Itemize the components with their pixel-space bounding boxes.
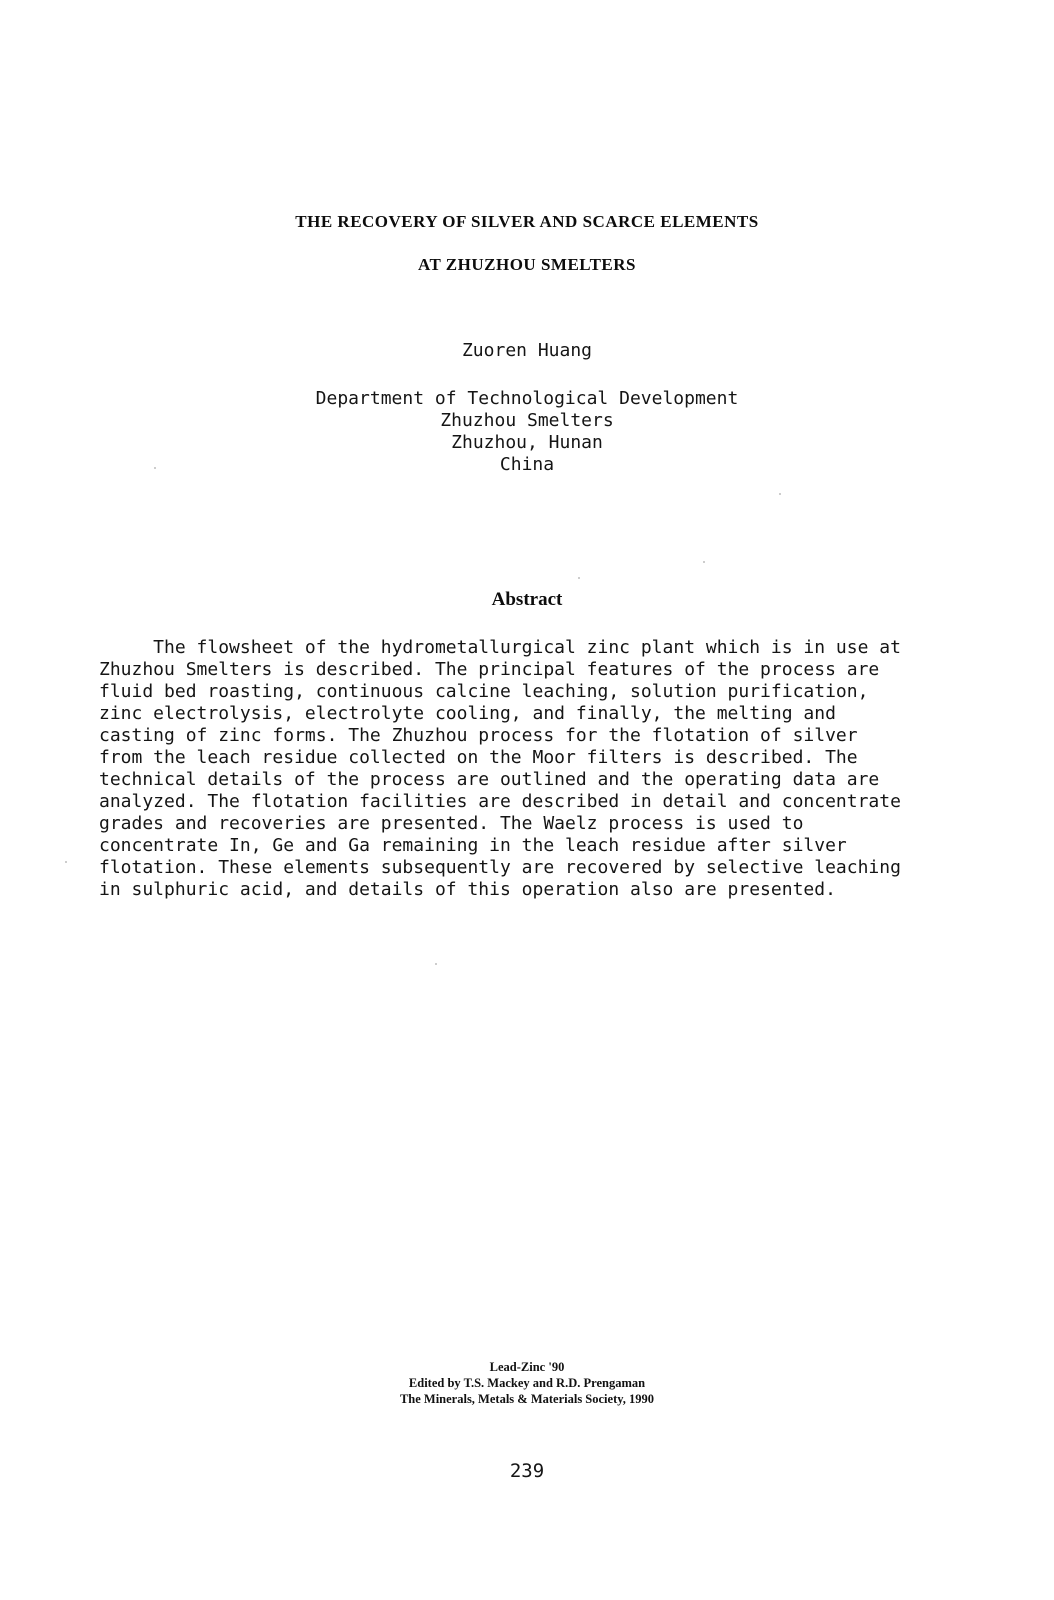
footer-line: Edited by T.S. Mackey and R.D. Prengaman [408, 1376, 646, 1390]
abstract-line: casting of zinc forms. The Zhuzhou process for the flotation of silver [99, 725, 858, 746]
author-block [0, 340, 1054, 361]
abstract-line: concentrate In, Ge and Ga remaining in the leach residue after silver [99, 835, 847, 856]
scan-speck [703, 561, 705, 563]
footer-line: Lead-Zinc '90 [489, 1360, 565, 1374]
author-name: Zuoren Huang [461, 340, 593, 361]
affiliation-block [0, 388, 1054, 476]
abstract-line: from the leach residue collected on the Moor filters is described. The [99, 747, 858, 768]
scan-speck [779, 493, 781, 495]
scan-speck [65, 861, 67, 863]
abstract-line: The flowsheet of the hydrometallurgical zinc plant which is in use at [99, 637, 901, 658]
publication-footer [0, 1359, 1054, 1407]
abstract-line: grades and recoveries are presented. The Waelz process is used to [99, 813, 804, 834]
scan-speck [435, 963, 437, 965]
abstract-line: analyzed. The flotation facilities are described in detail and concentrate [99, 791, 901, 812]
abstract-line: zinc electrolysis, electrolyte cooling, and finally, the melting and [99, 703, 836, 724]
page-number: 239 [509, 1460, 545, 1482]
footer-line: The Minerals, Metals & Materials Society, 1990 [399, 1392, 655, 1406]
abstract-heading: Abstract [491, 589, 563, 610]
abstract-body [99, 637, 929, 901]
affiliation-line: Zhuzhou, Hunan [451, 432, 603, 453]
abstract-line: Zhuzhou Smelters is described. The principal features of the process are [99, 659, 880, 680]
abstract-line: technical details of the process are outlined and the operating data are [99, 769, 880, 790]
scan-speck [154, 467, 156, 469]
abstract-line: fluid bed roasting, continuous calcine leaching, solution purification, [99, 681, 869, 702]
paper-title-line-1: THE RECOVERY OF SILVER AND SCARCE ELEMENTS [295, 212, 759, 231]
affiliation-line: Department of Technological Development [315, 388, 739, 409]
paper-title-line-2: AT ZHUZHOU SMELTERS [418, 255, 636, 274]
abstract-line: flotation. These elements subsequently are recovered by selective leaching [99, 857, 901, 878]
abstract-line: in sulphuric acid, and details of this operation also are presented. [99, 879, 836, 900]
scan-speck [578, 577, 580, 579]
affiliation-line: China [499, 454, 555, 475]
affiliation-line: Zhuzhou Smelters [440, 410, 614, 431]
